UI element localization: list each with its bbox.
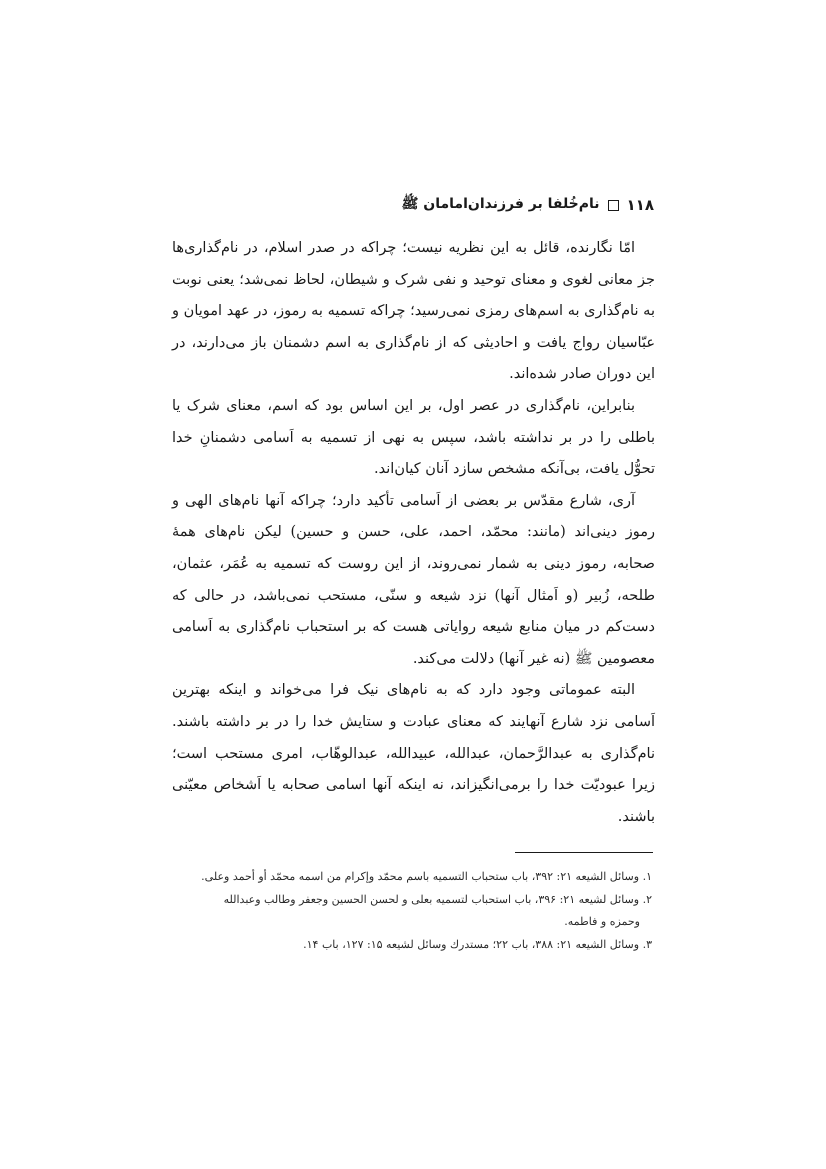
page-number: ۱۱۸ (626, 196, 654, 214)
paragraph: امّا نگارنده، قائل به این نظریه نیست؛ چراکه در صدر اسلام، در نام‌گذاری‌ها جز معانی لغوی و معنای توحید و نفی شرک و شیطان، لحاظ نمی‌شد؛ یعنی نوبت به نام‌گذاری به اسم‌های رمزی نمی‌رسید؛ چراکه تسمیه به رموز، در عهد امویان و عبّاسیان رواج یافت و احادیثی که از نام‌گذاری به اسم دشمنان باز می‌دارند، در این دوران صادر شده‌اند. (172, 240, 655, 383)
footnote: ۲. وسائل لشیعه ۲۱: ۳۹۶، باب استحباب لتسمیه بعلی و لحسن الحسین وجعفر وطالب وعبدالله (223, 892, 652, 906)
main-text (172, 233, 655, 833)
footnotes (178, 866, 652, 956)
running-title: نام‌خُلفا بر فرزندان‌امامان ﷺ (401, 196, 600, 212)
paragraph: بنابراین، نام‌گذاری در عصر اول، بر این اساس بود که اسم، معنای شرک یا باطلی را در بر نداشته باشد، سپس به نهی از تسمیه به اَسامی دشمنانِ خدا تحوُّل یافت، بی‌آنکه مشخص سازد آنان کیان‌اند. (172, 397, 655, 478)
footnote-continuation: وحمزه و فاطمه. (564, 915, 640, 928)
footnote: ۳. وسائل الشیعه ۲۱: ۳۸۸، باب ۲۲؛ مستدرك وسائل لشیعه ۱۵: ۱۲۷، باب ۱۴. (303, 937, 652, 951)
footnote-separator (515, 852, 653, 853)
footnote: ۱. وسائل الشیعه ۲۱: ۳۹۲، باب ستحباب التسمیه باسم محمّد وإکرام من اسمه محمّد أو أحمد وعلی. (201, 870, 652, 883)
square-ornament-icon (608, 200, 619, 211)
running-header (180, 193, 654, 217)
paragraph: آری، شارع مقدّس بر بعضی از اَسامی تأکید دارد؛ چراکه آنها نام‌های الهی و رموز دینی‌اند (مانند: محمّد، احمد، علی، حسن و حسین) لیکن نام‌های همهٔ صحابه، رموز دینی به شمار نمی‌روند، از این روست که تسمیه به عُمَر، عثمان، طلحه، زُبیر (و اَمثال آنها) نزد شیعه و سنّی، مستحب نمی‌باشد، در حالی که دست‌کم در میان منابع شیعه روایاتی هست که بر استحباب نام‌گذاری به اَسامی معصومین ﷺ (نه غیر آنها) دلالت می‌کند. (172, 492, 655, 667)
paragraph: البته عموماتی وجود دارد که به نام‌های نیک فرا می‌خواند و اینکه بهترین اَسامی نزد شارع آنهایند که معنای عبادت و ستایش خدا را در بر داشته باشند. نام‌گذاری به عبدالرَّحمان، عبدالله، عبیدالله، عبدالوهّاب، امری مستحب است؛ زیرا عبودیّت خدا را برمی‌انگیزاند، نه اینکه آنها اسامی صحابه یا اَشخاص معیّنی باشند. (172, 682, 655, 825)
